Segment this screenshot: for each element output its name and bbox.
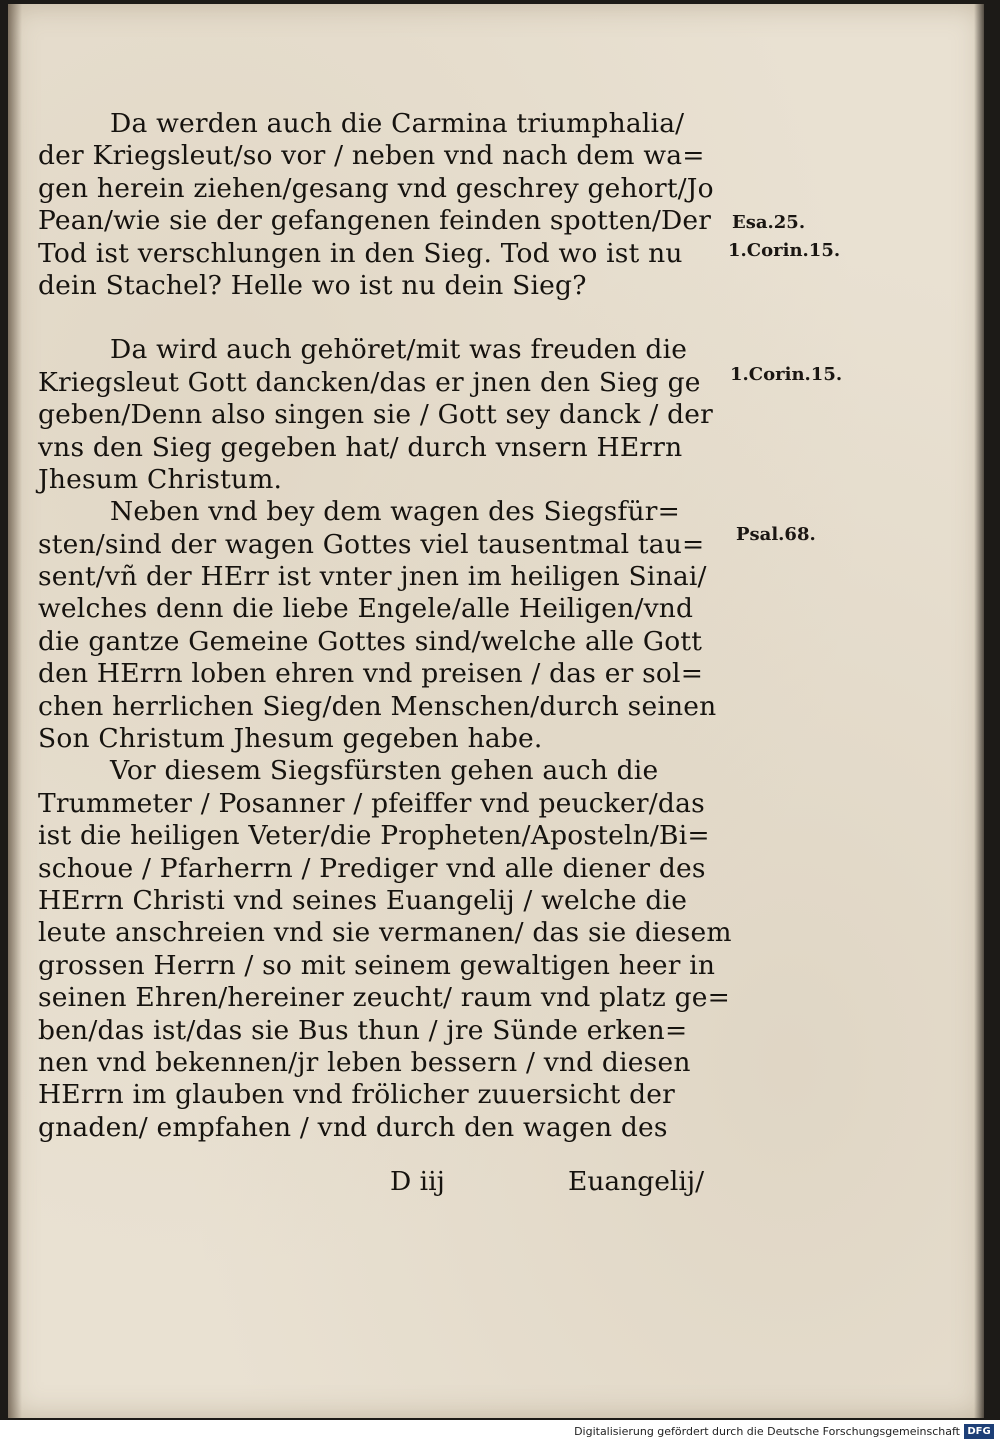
- text-line: chen herrlichen Sieg/den Menschen/durch seinen: [38, 690, 717, 722]
- text-line: Jhesum Christum.: [38, 463, 283, 495]
- text-line: Neben vnd bey dem wagen des Siegsfür=: [110, 496, 680, 528]
- text-line: Tod ist verschlungen in den Sieg. Tod wo ist nu: [38, 237, 683, 269]
- text-line: Vor diesem Siegsfürsten gehen auch die: [110, 755, 659, 787]
- text-line: sent/vñ der HErr ist vnter jnen im heiligen Sinai/: [38, 561, 707, 593]
- text-line: den HErrn loben ehren vnd preisen / das er sol=: [38, 658, 704, 690]
- margin-note: 1.Corin.15.: [730, 364, 843, 385]
- text-line: Pean/wie sie der gefangenen feinden spotten/Der: [38, 205, 712, 237]
- margin-note: Psal.68.: [736, 524, 816, 545]
- page-edge-shadow: [974, 4, 984, 1418]
- dfg-logo: DFG: [964, 1424, 994, 1439]
- funding-credit: Digitalisierung gefördert durch die Deutsche Forschungsgemeinschaft: [574, 1425, 960, 1438]
- text-line: seinen Ehren/hereiner zeucht/ raum vnd platz ge=: [38, 982, 731, 1014]
- text-line: ist die heiligen Veter/die Propheten/Aposteln/Bi=: [38, 820, 710, 852]
- page-footer: [38, 1166, 738, 1200]
- text-line: geben/Denn also singen sie / Gott sey danck / der: [38, 399, 713, 431]
- text-line: die gantze Gemeine Gottes sind/welche alle Gott: [38, 625, 703, 657]
- text-line: leute anschreien vnd sie vermanen/ das sie diesem: [38, 917, 732, 949]
- text-line: vns den Sieg gegeben hat/ durch vnsern HErrn: [38, 431, 683, 463]
- margin-note: Esa.25.: [732, 212, 806, 233]
- text-line: welches denn die liebe Engele/alle Heiligen/vnd: [38, 593, 694, 625]
- text-line: dein Stachel? Helle wo ist nu dein Sieg?: [38, 269, 587, 301]
- catchword: Euangelij/: [568, 1166, 705, 1197]
- paragraph-gap: [38, 302, 738, 334]
- text-line: gen herein ziehen/gesang vnd geschrey gehort/Jo: [38, 172, 714, 204]
- text-line: HErrn im glauben vnd frölicher zuuersicht der: [38, 1079, 676, 1111]
- text-line: Kriegsleut Gott dancken/das er jnen den Sieg ge: [38, 366, 701, 398]
- text-line: ben/das ist/das sie Bus thun / jre Sünde erken=: [38, 1014, 688, 1046]
- text-line: Da wird auch gehöret/mit was freuden die: [110, 334, 688, 366]
- margin-note: 1.Corin.15.: [728, 240, 841, 261]
- credit-bar: [0, 1420, 1000, 1444]
- text-line: der Kriegsleut/so vor / neben vnd nach dem wa=: [38, 140, 705, 172]
- binding-shadow: [8, 4, 22, 1418]
- text-line: grossen Herrn / so mit seinem gewaltigen heer in: [38, 949, 716, 981]
- text-line: nen vnd bekennen/jr leben bessern / vnd diesen: [38, 1046, 691, 1078]
- main-text: [38, 108, 738, 1144]
- text-line: Son Christum Jhesum gegeben habe.: [38, 723, 543, 755]
- text-line: HErrn Christi vnd seines Euangelij / welche die: [38, 884, 688, 916]
- signature-mark: D iij: [390, 1166, 445, 1197]
- text-line: Trummeter / Posanner / pfeiffer vnd peucker/das: [38, 787, 705, 819]
- text-line: gnaden/ empfahen / vnd durch den wagen des: [38, 1111, 668, 1143]
- text-line: schoue / Pfarherrn / Prediger vnd alle diener des: [38, 852, 706, 884]
- text-line: Da werden auch die Carmina triumphalia/: [110, 108, 685, 139]
- text-line: sten/sind der wagen Gottes viel tausentmal tau=: [38, 528, 705, 560]
